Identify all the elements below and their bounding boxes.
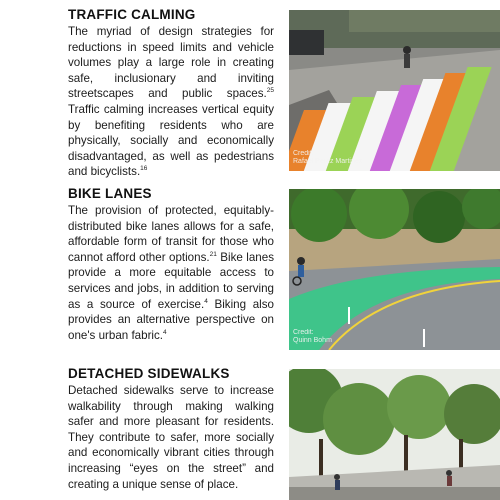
- heading-bike-lanes: BIKE LANES: [68, 186, 152, 201]
- photo-credit: Credit: Rafael Perez Martinez: [293, 150, 363, 165]
- heading-detached-sidewalks: DETACHED SIDEWALKS: [68, 366, 230, 381]
- paragraph-traffic-calming: The myriad of design strategies for reductions in speed limits and vehicle volumes play a large role in creating safe, inclusionary and inviting streetscapes and public spaces.$^{25}$ Traffic calming increases vertical equity by benefiting residents who are physically, socially and economically disadvantaged, as well as pedestrians and bicyclists.$^{16}$: [68, 25, 274, 179]
- photo-credit: Credit: Quinn Bohm: [293, 329, 332, 344]
- crosswalk-illustration: [289, 10, 500, 171]
- bike-lane-illustration: [289, 189, 500, 350]
- photo-sidewalk: [289, 369, 500, 500]
- section-traffic-calming: [68, 7, 274, 180]
- photo-crosswalk: [289, 10, 500, 171]
- citation: 21: [209, 250, 217, 258]
- section-detached-sidewalks: [68, 366, 274, 492]
- photo-bike-lane: [289, 189, 500, 350]
- citation: 4: [163, 328, 167, 336]
- citation: 4: [204, 297, 208, 305]
- heading-traffic-calming: TRAFFIC CALMING: [68, 7, 196, 22]
- citation: 16: [140, 165, 148, 173]
- paragraph-detached-sidewalks: Detached sidewalks serve to increase walkability through making walking safer and more pleasant for residents. They contribute to safer, more socially and economically vibrant cities through increasing “eyes on the street” and creating a unique sense of place.: [68, 384, 274, 491]
- paragraph-bike-lanes: The provision of protected, equitably-distributed bike lanes allows for a safe, affordable form of transit for those who cannot afford other options.$^{21}$ Bike lanes provide a more equitable access to services and jobs, in addition to serving as a source of exercise.$^4$ Biking also provides an alternative perspective on one's urban fabric.$^4$: [68, 204, 274, 342]
- citation: 25: [266, 87, 274, 95]
- section-bike-lanes: [68, 186, 274, 343]
- sidewalk-illustration: [289, 369, 500, 500]
